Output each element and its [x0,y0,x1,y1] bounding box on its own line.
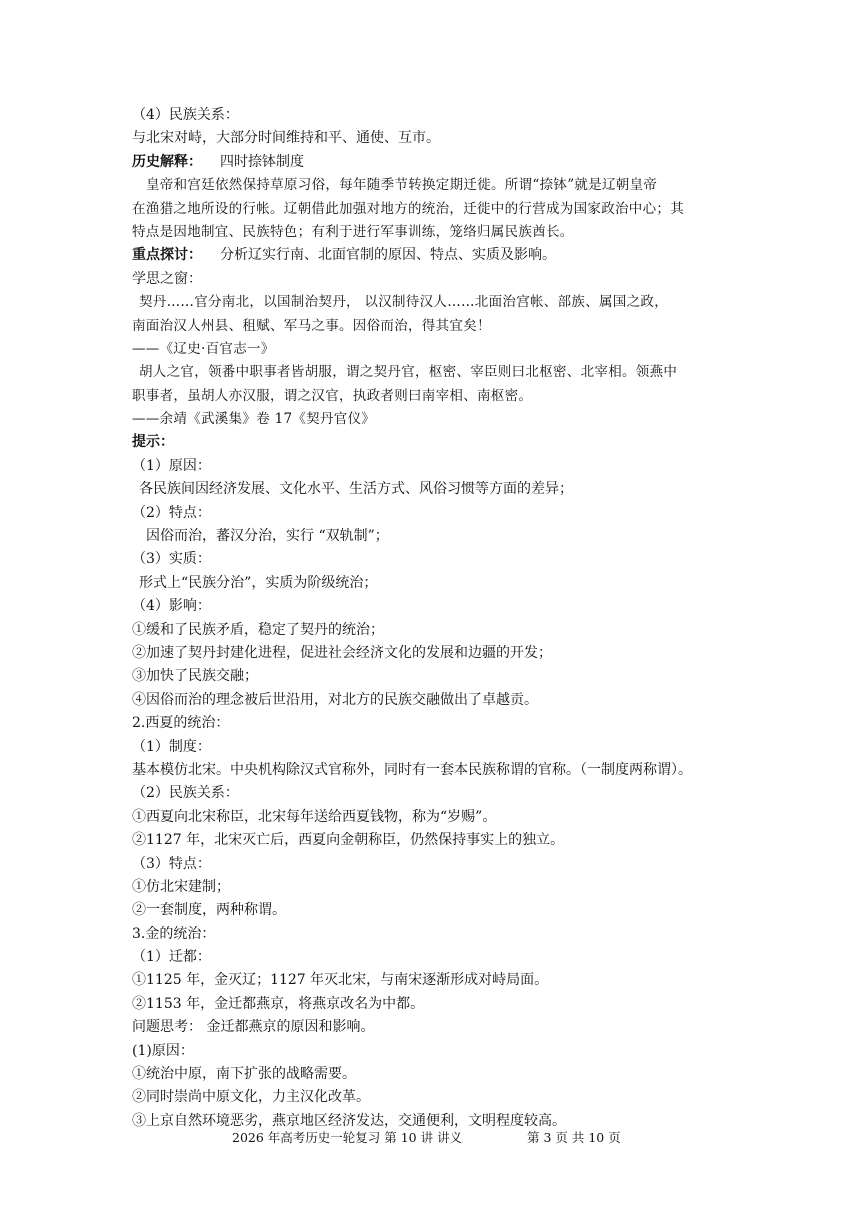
text-line: 问题思考： 金迁都燕京的原因和影响。 [132,1019,375,1036]
text-line: 3.金的统治： [132,925,216,942]
document-body [132,104,742,1133]
text-line: （4）民族关系： [132,107,239,123]
text-line: 与北宋对峙，大部分时间维持和平、通使、互市。 [132,130,440,147]
text-line: 各民族间因经济发展、文化水平、生活方式、风俗习惯等方面的差异； [139,481,573,498]
text-line: 契丹……官分南北，以国制治契丹， 以汉制待汉人……北面治宫帐、部族、属国之政， [139,294,668,311]
text-line: ①西夏向北宋称臣，北宋每年送给西夏钱物，称为“岁赐”。 [132,808,497,825]
footer-page-number: 第 3 页 共 10 页 [527,1130,621,1145]
text-line: 职事者，虽胡人亦汉服，谓之汉官，执政者则曰南宰相、南枢密。 [132,387,533,404]
text-line: （2）民族关系： [132,785,239,802]
text-line: 皇帝和宫廷依然保持草原习俗，每年随季节转换定期迁徙。所谓“捺钵”就是辽朝皇帝 [146,177,658,194]
text-line [132,244,742,267]
text-line: ①1125 年，金灭辽；1127 年灭北宋，与南宋逐渐形成对峙局面。 [132,972,549,989]
text-line: ——余靖《武溪集》卷 17《契丹官仪》 [132,411,376,428]
text-line: （3）实质： [132,551,211,568]
section-label: 重点探讨： [132,247,202,264]
text-line: 提示： [132,434,174,451]
text-line: 在渔猎之地所设的行帐。辽朝借此加强对地方的统治，迁徙中的行营成为国家政治中心；其 [132,200,684,217]
text-line: ①统治中原，南下扩张的战略需要。 [132,1066,356,1083]
text-line: 2.西夏的统治： [132,715,230,732]
text-line: （2）特点： [132,504,211,521]
text-line: 学思之窗： [132,270,202,287]
section-text: 分析辽实行南、北面官制的原因、特点、实质及影响。 [220,247,556,264]
text-line: 基本模仿北宋。中央机构除汉式官称外，同时有一套本民族称谓的官称。（一制度两称谓）。 [132,761,692,778]
text-line: ③加快了民族交融； [132,668,258,685]
section-label: 历史解释： [132,153,202,170]
text-line: ④因俗而治的理念被后世沿用，对北方的民族交融做出了卓越贡。 [132,691,538,708]
text-line: ②1153 年，金迁都燕京，将燕京改名为中都。 [132,995,425,1012]
text-line: ①缓和了民族矛盾，稳定了契丹的统治； [132,621,384,638]
text-line: ②1127 年，北宋灭亡后，西夏向金朝称臣，仍然保持事实上的独立。 [132,832,565,849]
text-line: （1）迁都： [132,949,211,966]
text-line: （1）原因： [132,457,211,474]
text-line: ——《辽史·百官志一》 [132,340,275,357]
text-line: 胡人之官，领番中职事者皆胡服，谓之契丹官，枢密、宰臣则曰北枢密、北宰相。领燕中 [139,364,678,381]
text-line: 南面治汉人州县、租赋、军马之事。因俗而治，得其宜矣！ [132,317,491,334]
footer-title: 2026 年高考历史一轮复习 第 10 讲 讲义 [232,1130,463,1145]
text-line: ③上京自然环境恶劣，燕京地区经济发达，交通便利，文明程度较高。 [132,1112,566,1129]
text-line [132,151,742,174]
text-line: （3）特点： [132,855,211,872]
text-line: ②同时崇尚中原文化，力主汉化改革。 [132,1089,370,1106]
text-line: ②加速了契丹封建化进程，促进社会经济文化的发展和边疆的开发； [132,644,552,661]
text-line: ②一套制度，两种称谓。 [132,902,286,919]
text-line: （1）制度： [132,738,211,755]
text-line: 因俗而治，蕃汉分治，实行 “双轨制”； [146,528,389,545]
text-line: 形式上“民族分治”，实质为阶级统治； [139,574,378,591]
section-text: 四时捺钵制度 [220,153,304,170]
text-line: （4）影响： [132,598,211,615]
text-line: 特点是因地制宜、民族特色；有利于进行军事训练，笼络归属民族酋长。 [132,223,574,240]
text-line: (1)原因： [132,1042,194,1059]
text-line: ①仿北宋建制； [132,878,230,895]
